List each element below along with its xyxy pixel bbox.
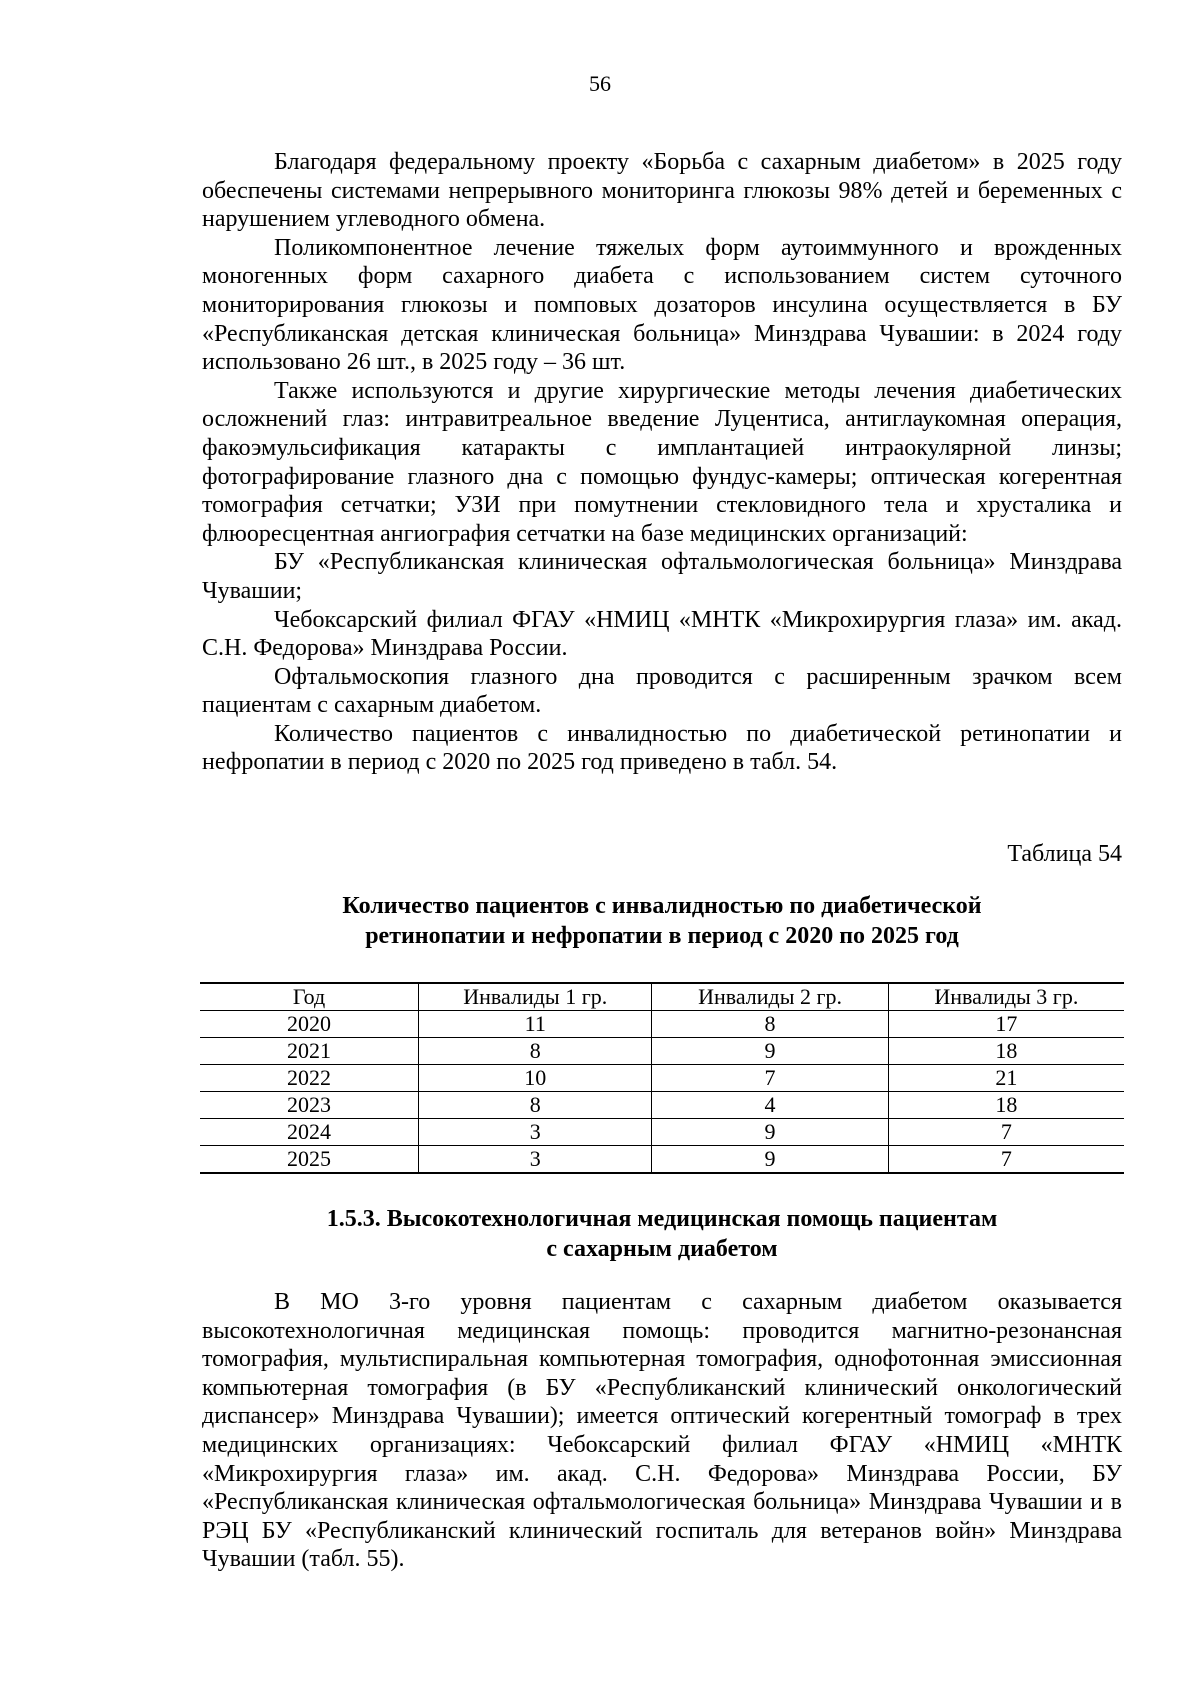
table-row [200, 1092, 1124, 1119]
cell-group-1: 8 [419, 1092, 652, 1119]
disability-table [200, 982, 1124, 1174]
table-header-row [200, 983, 1124, 1011]
section-heading [200, 1204, 1124, 1264]
cell-group-1: 10 [419, 1065, 652, 1092]
paragraph: Чебоксарский филиал ФГАУ «НМИЦ «МНТК «Микрохирургия глаза» им. акад. С.Н. Федорова» Минздрава России. [202, 606, 1122, 662]
table-title [200, 891, 1124, 951]
table-caption: Таблица 54 [1007, 841, 1122, 867]
table-row [200, 1011, 1124, 1038]
header-group-3: Инвалиды 3 гр. [888, 983, 1124, 1011]
cell-year: 2023 [200, 1092, 419, 1119]
cell-group-1: 3 [419, 1119, 652, 1146]
header-group-1: Инвалиды 1 гр. [419, 983, 652, 1011]
intro-text [202, 148, 1122, 777]
cell-group-2: 9 [652, 1038, 888, 1065]
cell-group-1: 8 [419, 1038, 652, 1065]
table-row [200, 1038, 1124, 1065]
cell-group-2: 7 [652, 1065, 888, 1092]
table-title-line: Количество пациентов с инвалидностью по диабетической [342, 893, 982, 919]
page-number: 56 [589, 71, 611, 96]
cell-year: 2022 [200, 1065, 419, 1092]
cell-group-3: 21 [888, 1065, 1124, 1092]
cell-group-3: 7 [888, 1119, 1124, 1146]
cell-group-2: 4 [652, 1092, 888, 1119]
section-heading-line: 1.5.3. Высокотехнологичная медицинская помощь пациентам [326, 1206, 998, 1232]
cell-group-3: 17 [888, 1011, 1124, 1038]
header-year: Год [200, 983, 419, 1011]
table-row [200, 1119, 1124, 1146]
cell-group-1: 3 [419, 1146, 652, 1174]
table-title-line: ретинопатии и нефропатии в период с 2020 по 2025 год [365, 923, 959, 949]
cell-year: 2021 [200, 1038, 419, 1065]
paragraph: Офтальмоскопия глазного дна проводится с расширенным зрачком всем пациентам с сахарным диабетом. [202, 663, 1122, 719]
paragraph: В МО 3-го уровня пациентам с сахарным диабетом оказывается высокотехнологичная медицинская помощь: проводится магнитно-резонансная томография, мультиспиральная компьютерная томография, однофотонная эмиссионная компьютерная томография (в БУ «Республиканский клинический онкологический диспансер» Минздрава Чувашии); имеется оптический когерентный томограф в трех медицинских организациях: Чебоксарский филиал ФГАУ «НМИЦ «МНТК «Микрохирургия глаза» им. акад. С.Н. Федорова» Минздрава России, БУ «Республиканская клиническая офтальмологическая больница» Минздрава Чувашии и в РЭЦ БУ «Республиканский клинический госпиталь для ветеранов войн» Минздрава Чувашии (табл. 55). [202, 1289, 1122, 1573]
cell-group-3: 18 [888, 1038, 1124, 1065]
paragraph: Поликомпонентное лечение тяжелых форм аутоиммунного и врожденных моногенных форм сахарного диабета с использованием систем суточного мониторирования глюкозы и помповых дозаторов инсулина осуществляется в БУ «Республиканская детская клиническая больница» Минздрава Чувашии: в 2024 году использовано 26 шт., в 2025 году – 36 шт. [202, 234, 1122, 376]
table-row [200, 1146, 1124, 1174]
cell-group-3: 18 [888, 1092, 1124, 1119]
cell-year: 2024 [200, 1119, 419, 1146]
paragraph: Количество пациентов с инвалидностью по диабетической ретинопатии и нефропатии в период с 2020 по 2025 год приведено в табл. 54. [202, 720, 1122, 776]
table-row [200, 1065, 1124, 1092]
paragraph: Благодаря федеральному проекту «Борьба с сахарным диабетом» в 2025 году обеспечены системами непрерывного мониторинга глюкозы 98% детей и беременных с нарушением углеводного обмена. [202, 149, 1122, 233]
cell-group-2: 9 [652, 1146, 888, 1174]
cell-group-2: 8 [652, 1011, 888, 1038]
cell-year: 2025 [200, 1146, 419, 1174]
cell-group-3: 7 [888, 1146, 1124, 1174]
section-heading-line: с сахарным диабетом [546, 1236, 778, 1262]
header-group-2: Инвалиды 2 гр. [652, 983, 888, 1011]
paragraph: БУ «Республиканская клиническая офтальмологическая больница» Минздрава Чувашии; [202, 549, 1122, 604]
cell-group-2: 9 [652, 1119, 888, 1146]
section-text [202, 1288, 1122, 1574]
cell-year: 2020 [200, 1011, 419, 1038]
paragraph: Также используются и другие хирургические методы лечения диабетических осложнений глаз: интравитреальное введение Луцентиса, антиглаукомная операция, факоэмульсификация катаракты с имплантацией интраокулярной линзы; фотографирование глазного дна с помощью фундус-камеры; оптическая когерентная томография сетчатки; УЗИ при помутнении стекловидного тела и хрусталика и флюоресцентная ангиография сетчатки на базе медицинских организаций: [202, 377, 1122, 547]
cell-group-1: 11 [419, 1011, 652, 1038]
